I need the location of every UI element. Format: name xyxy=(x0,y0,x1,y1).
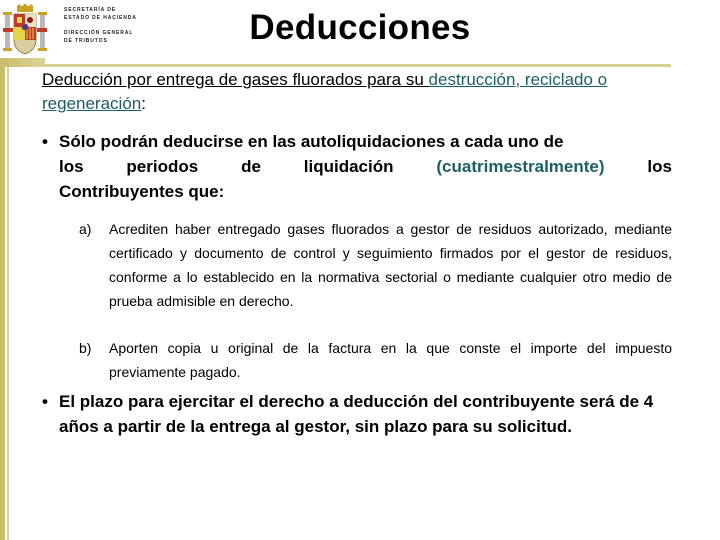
bullet-1-word-1: los xyxy=(59,157,84,176)
slide-header xyxy=(0,0,720,62)
list-item-label: a) xyxy=(79,221,92,237)
slide-title xyxy=(0,8,720,48)
subtitle-part-3: : xyxy=(141,94,146,113)
bullet-1-last-word: los xyxy=(647,157,672,176)
org-line-1: SECRETARÍA DE xyxy=(64,7,116,13)
decorative-side-line xyxy=(0,58,5,540)
list-item xyxy=(79,217,672,313)
bullet-1-text-line-1: Sólo podrán deducirse en las autoliquidaciones a cada uno de xyxy=(59,132,564,151)
subtitle-part-1: Deducción por entrega de gases fluorados para su xyxy=(42,70,429,89)
list-item-text: Aporten copia u original de la factura en la que conste el importe del impuesto previamente pagado. xyxy=(109,340,672,380)
bullet-1-word-4: liquidación xyxy=(303,157,394,176)
list-item-text: Acrediten haber entregado gases fluorados a gestor de residuos autorizado, mediante certificado y documento de control y seguimiento firmados por el gestor de residuos, conforme a lo establecido en la normativa sectorial o mediante cualquier otro medio de prueba admisible en derecho. xyxy=(109,221,672,309)
list-item xyxy=(79,336,672,384)
org-line-3: DIRECCIÓN GENERAL xyxy=(64,30,134,36)
bullet-dot-icon: • xyxy=(42,132,48,151)
bullet-2-text: El plazo para ejercitar el derecho a deducción del contribuyente será de 4 años a partir de la entrega al gestor, sin plazo para su solicitud. xyxy=(59,392,654,436)
bullet-1-teal-text: (cuatrimestralmente) xyxy=(436,157,605,176)
bullet-1-word-3: de xyxy=(241,157,261,176)
decorative-corner xyxy=(0,58,45,67)
bullet-point-2 xyxy=(42,389,672,439)
bullet-point-1 xyxy=(42,129,672,204)
decorative-side-line-inner xyxy=(7,58,9,540)
bullet-dot-icon: • xyxy=(42,392,48,411)
slide-title-text: Deducciones xyxy=(249,8,471,47)
slide-subtitle xyxy=(42,68,674,116)
bullet-1-word-2: periodos xyxy=(126,157,199,176)
subtitle-part-2: destrucción, reciclado o regeneración xyxy=(42,70,608,113)
org-line-4: DE TRIBUTOS xyxy=(64,38,108,44)
list-item-label: b) xyxy=(79,340,92,356)
bullet-1-line-2 xyxy=(42,154,672,179)
bullet-1-line-1 xyxy=(42,129,672,154)
decorative-title-underline xyxy=(42,64,671,67)
org-line-2: ESTADO DE HACIENDA xyxy=(64,15,137,21)
bullet-1-line-3: Contribuyentes que: xyxy=(59,182,225,201)
